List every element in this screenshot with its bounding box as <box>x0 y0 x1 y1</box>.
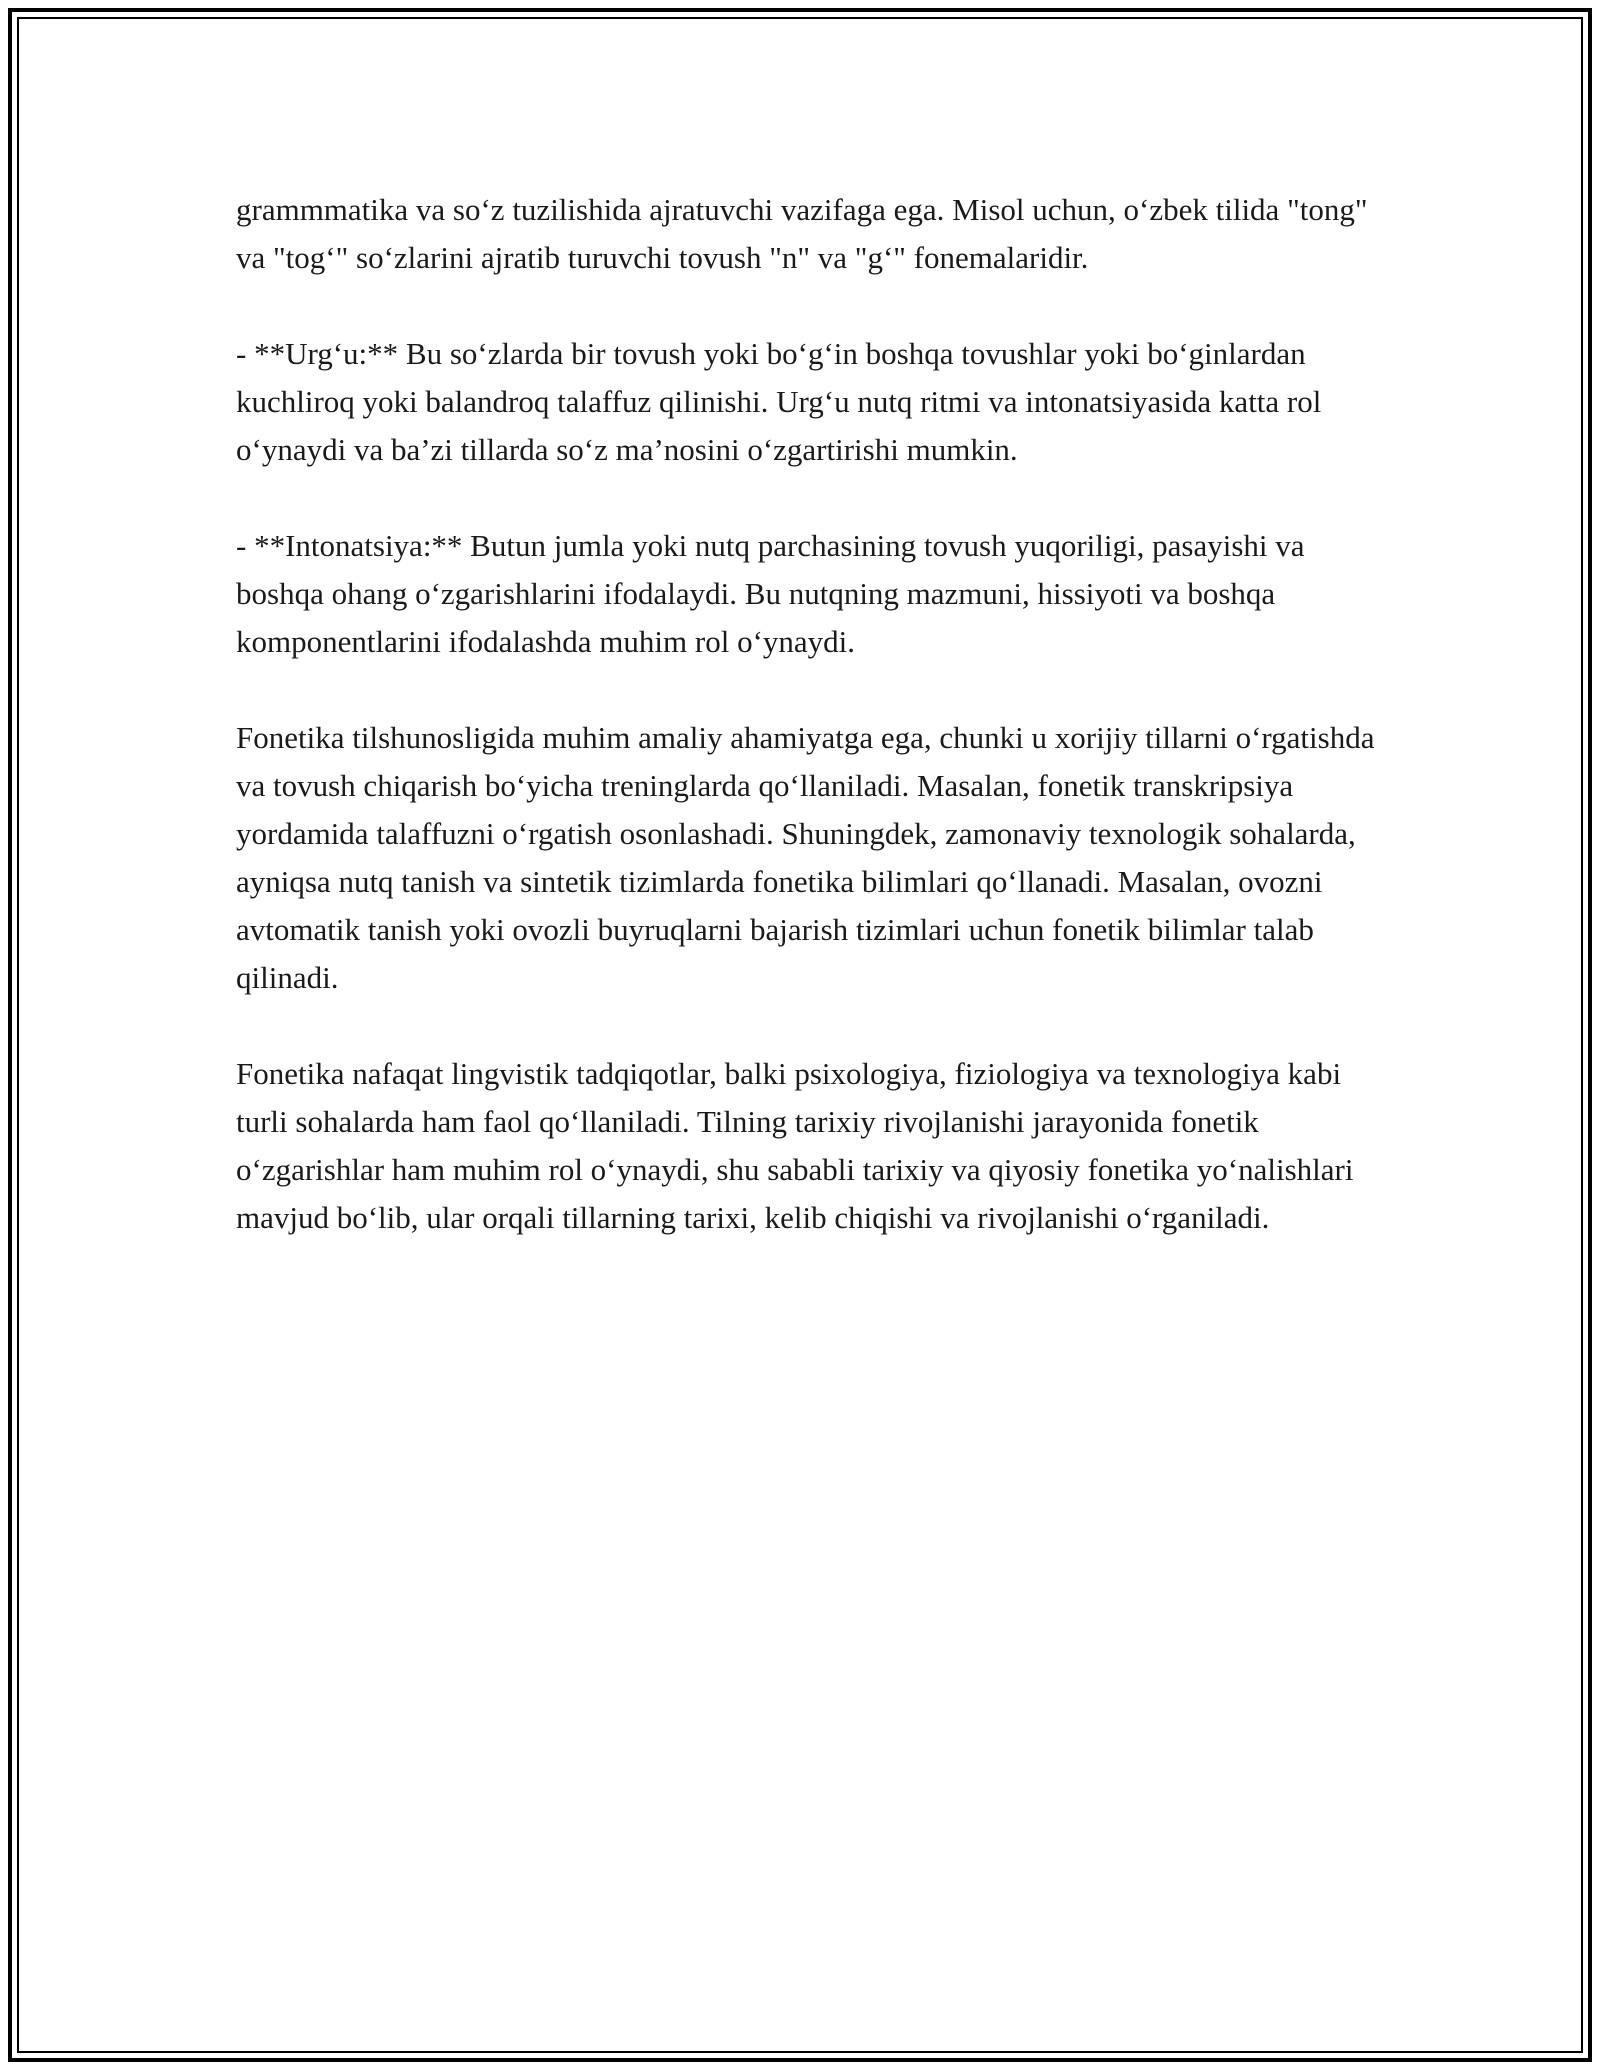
paragraph-intonation: - **Intonatsiya:** Butun jumla yoki nutq parchasining tovush yuqoriligi, pasayishi va boshqa ohang o‘zgarishlarini ifodalaydi. Bu nutqning mazmuni, hissiyoti va boshqa komponentlarini ifodalashda muhim rol o‘ynaydi. <box>236 528 1305 659</box>
document-body <box>236 186 1376 1290</box>
paragraph-stress: - **Urg‘u:** Bu so‘zlarda bir tovush yoki bo‘g‘in boshqa tovushlar yoki bo‘ginlardan kuchliroq yoki balandroq talaffuz qilinishi. Urg‘u nutq ritmi va intonatsiyasida katta rol o‘ynaydi va ba’zi tillarda so‘z ma’nosini o‘zgartirishi mumkin. <box>236 336 1322 467</box>
paragraph-applications: Fonetika nafaqat lingvistik tadqiqotlar, balki psixologiya, fiziologiya va texnologiya kabi turli sohalarda ham faol qo‘llaniladi. Tilning tarixiy rivojlanishi jarayonida fonetik o‘zgarishlar ham muhim rol o‘ynaydi, shu sababli tarixiy va qiyosiy fonetika yo‘nalishlari mavjud bo‘lib, ular orqali tillarning tarixi, kelib chiqishi va rivojlanishi o‘rganiladi. <box>236 1056 1354 1235</box>
paragraph-phonemes: grammmatika va so‘z tuzilishida ajratuvchi vazifaga ega. Misol uchun, o‘zbek tilida "tong" va "tog‘" so‘zlarini ajratib turuvchi tovush "n" va "g‘" fonemalaridir. <box>236 192 1368 275</box>
paragraph-practical-importance: Fonetika tilshunosligida muhim amaliy ahamiyatga ega, chunki u xorijiy tillarni o‘rgatishda va tovush chiqarish bo‘yicha treninglarda qo‘llaniladi. Masalan, fonetik transkripsiya yordamida talaffuzni o‘rgatish osonlashadi. Shuningdek, zamonaviy texnologik sohalarda, ayniqsa nutq tanish va sintetik tizimlarda fonetika bilimlari qo‘llanadi. Masalan, ovozni avtomatik tanish yoki ovozli buyruqlarni bajarish tizimlari uchun fonetik bilimlar talab qilinadi. <box>236 720 1375 995</box>
